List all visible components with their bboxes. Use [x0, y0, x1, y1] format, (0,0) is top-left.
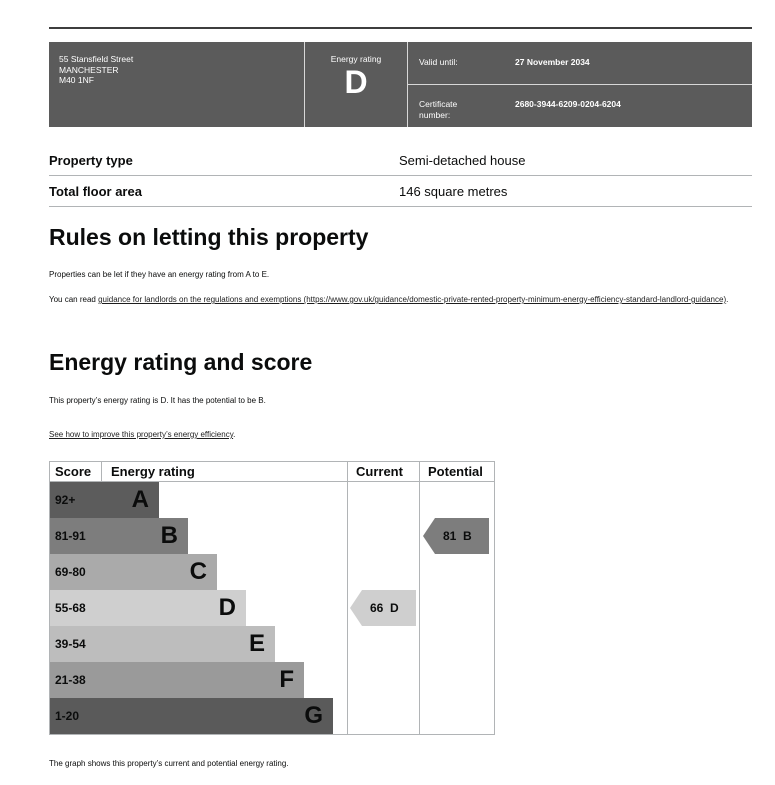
- band-bar-b: [101, 518, 188, 554]
- current-rating-label: 66 D: [370, 601, 399, 615]
- graph-caption: The graph shows this property’s current and potential energy rating.: [49, 759, 289, 768]
- divider: [408, 84, 752, 85]
- band-score-d: 55-68: [50, 590, 101, 626]
- band-bar-d: [101, 590, 246, 626]
- letting-heading: Rules on letting this property: [49, 224, 369, 250]
- valid-until-value: 27 November 2034: [515, 57, 590, 67]
- energy-heading: Energy rating and score: [49, 349, 313, 375]
- improve-paragraph: [49, 429, 739, 440]
- letting-paragraph: Properties can be let if they have an energy rating from A to E.: [49, 270, 270, 279]
- potential-rating-label: 81 B: [443, 529, 472, 543]
- band-score-g: 1-20: [50, 698, 101, 734]
- band-score-a: 92+: [50, 482, 101, 518]
- floor-area-label: Total floor area: [49, 184, 142, 199]
- band-score-b: 81-91: [50, 518, 101, 554]
- potential-column-header: Potential: [428, 464, 483, 479]
- band-bar-e: [101, 626, 275, 662]
- floor-area-value: 146 square metres: [399, 184, 508, 199]
- band-letter-b: B: [160, 522, 178, 549]
- band-letter-a: A: [131, 486, 149, 513]
- property-type-value: Semi-detached house: [399, 153, 526, 168]
- band-letter-c: C: [189, 558, 207, 585]
- floor-area-row: [49, 175, 752, 207]
- guidance-suffix: .: [726, 295, 729, 304]
- band-score-e: 39-54: [50, 626, 101, 662]
- energy-summary: This property’s energy rating is D. It has the potential to be B.: [49, 396, 266, 405]
- certificate-summary: [49, 42, 752, 127]
- band-bar-g: [101, 698, 333, 734]
- certificate-label-line-1: Certificate: [419, 99, 458, 109]
- energy-rating-box: [305, 42, 407, 127]
- top-rule: [49, 27, 752, 29]
- guidance-prefix: You can read: [49, 295, 99, 304]
- energy-rating-label: Energy rating: [330, 54, 382, 64]
- landlord-guidance-link[interactable]: guidance for landlords on the regulations and exemptions (https://www.gov.uk/guidance/domestic-private-rented-property-minimum-energy-efficiency-standard-landlord-guidance): [98, 295, 727, 304]
- band-bar-f: [101, 662, 304, 698]
- property-type-row: [49, 144, 752, 176]
- certificate-label-line-2: number:: [419, 109, 451, 120]
- band-letter-d: D: [218, 594, 236, 621]
- band-score-c: 69-80: [50, 554, 101, 590]
- band-score-f: 21-38: [50, 662, 101, 698]
- letting-guidance-paragraph: [49, 294, 739, 305]
- chart-divider: [419, 462, 420, 734]
- property-address: [59, 54, 133, 86]
- address-line-2: MANCHESTER: [59, 64, 119, 75]
- certificate-number-value: 2680-3944-6209-0204-6204: [515, 99, 621, 109]
- band-letter-f: F: [279, 666, 294, 693]
- band-bar-a: [101, 482, 159, 518]
- property-type-label: Property type: [49, 153, 133, 168]
- chart-divider: [347, 462, 348, 734]
- score-column-header: Score: [55, 464, 92, 479]
- address-line-3: M40 1NF: [59, 75, 94, 85]
- certificate-number-label: [419, 99, 457, 120]
- valid-until-label: Valid until:: [419, 57, 458, 67]
- energy-rating-letter: D: [344, 64, 368, 100]
- current-column-header: Current: [356, 464, 403, 479]
- energy-rating-chart: [49, 461, 495, 735]
- rating-column-header: Energy rating: [111, 464, 195, 479]
- improve-efficiency-link[interactable]: See how to improve this property’s energy efficiency: [49, 430, 234, 439]
- address-line-1: 55 Stansfield Street: [59, 54, 134, 64]
- band-letter-g: G: [304, 702, 323, 729]
- band-bar-c: [101, 554, 217, 590]
- band-letter-e: E: [248, 630, 265, 657]
- improve-suffix: .: [233, 430, 236, 439]
